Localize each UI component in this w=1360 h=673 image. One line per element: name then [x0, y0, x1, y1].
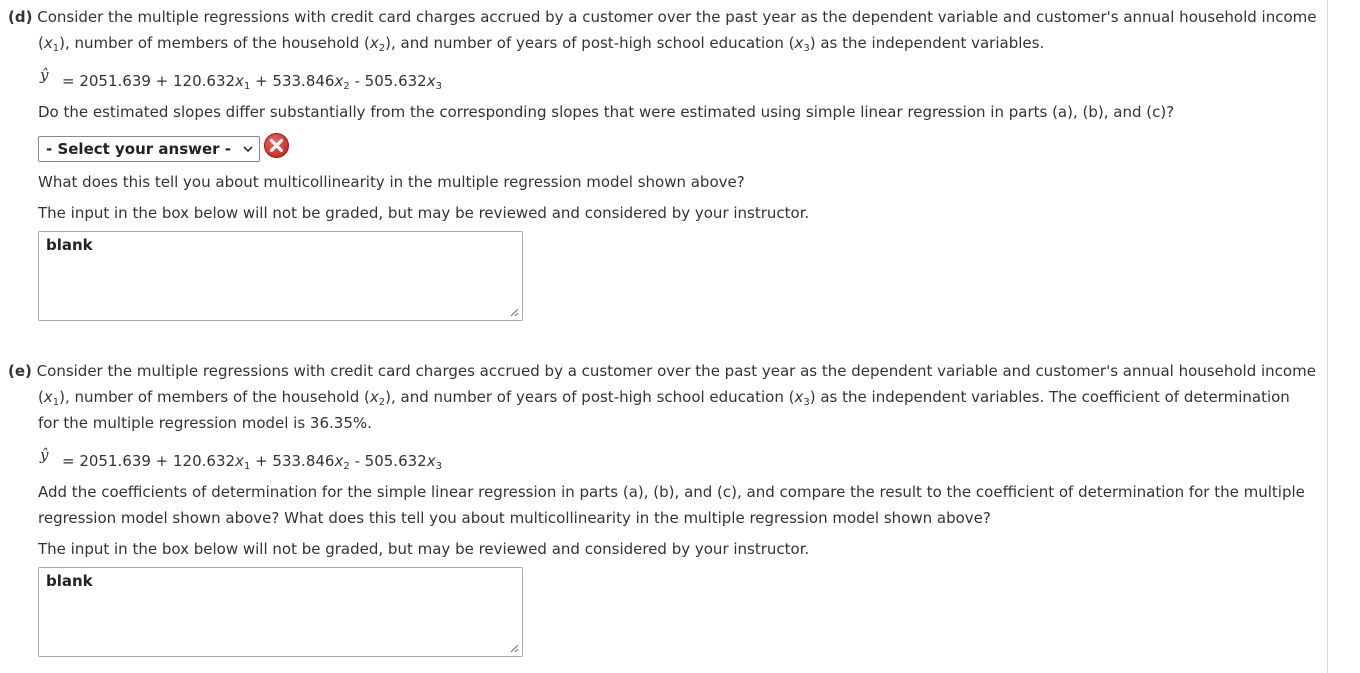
var-x2: x: [369, 34, 379, 52]
part-d-intro-line-1: [8, 4, 1317, 30]
resize-grip-icon[interactable]: [509, 307, 519, 317]
part-e-intro-text: Consider the multiple regressions with credit card charges accrued by a customer over the past year as the dependent variable and customer's annual household income: [36, 362, 1316, 380]
resize-grip-icon[interactable]: [509, 643, 519, 653]
y-hat-symbol: ŷ: [40, 66, 49, 84]
part-d-label: (d): [8, 8, 33, 26]
part-e-question-line-2: regression model shown above? What does this tell you about multicollinearity in the multiple regression model shown above?: [38, 509, 991, 527]
part-d-intro-text: Consider the multiple regressions with credit card charges accrued by a customer over the past year as the dependent variable and customer's annual household income: [37, 8, 1317, 26]
var-x1: x: [43, 34, 53, 52]
chevron-down-icon: [241, 141, 255, 157]
part-e-intro-line-3: for the multiple regression model is 36.35%.: [38, 414, 372, 432]
part-e-intro-line-2: $(x_1)$, number of members of the household $(x_2)$, and number of years of post-high school education $(x_3)$ as the independent variables. The coefficient of determination: [38, 388, 1290, 408]
part-e-ungraded-note: The input in the box below will not be graded, but may be reviewed and considered by your instructor.: [38, 540, 810, 558]
part-d-question-multicollinearity: What does this tell you about multicollinearity in the multiple regression model shown above?: [38, 173, 745, 191]
part-e-label: (e): [8, 362, 32, 380]
part-e-regression-equation: ŷ = $2051.639 + 120.632x_1 + 533.846x_2 - 505.632x_3$: [40, 446, 442, 472]
page-right-border: [1327, 0, 1328, 673]
var-x3: x: [794, 34, 804, 52]
var-x2: x: [369, 388, 379, 406]
part-d-question-slopes: Do the estimated slopes differ substantially from the corresponding slopes that were estimated using simple linear regression in parts (a), (b), and (c)?: [38, 103, 1175, 121]
y-hat-symbol: ŷ: [40, 446, 49, 464]
part-e-response-textarea[interactable]: [38, 567, 523, 657]
part-d-regression-equation: ŷ = $2051.639 + 120.632x_1 + 533.846x_2 - 505.632x_3$: [40, 66, 442, 92]
part-d-ungraded-note: The input in the box below will not be graded, but may be reviewed and considered by your instructor.: [38, 204, 810, 222]
part-e-question-line-1: Add the coefficients of determination for the simple linear regression in parts (a), (b), and (c), and compare the result to the coefficient of determination for the multiple: [38, 483, 1305, 501]
part-d-response-textarea[interactable]: [38, 231, 523, 321]
answer-select-dropdown[interactable]: [38, 136, 260, 162]
part-d-intro-line-2: $(x_1)$, number of members of the household $(x_2)$, and number of years of post-high school education $(x_3)$ as the independent variables.: [38, 34, 1045, 54]
incorrect-x-icon: [263, 132, 290, 159]
part-e-response-text: blank: [46, 572, 93, 590]
part-d-response-text: blank: [46, 236, 93, 254]
answer-select-value: - Select your answer -: [46, 140, 232, 158]
var-x1: x: [43, 388, 53, 406]
part-e-intro-line-1: [8, 358, 1316, 384]
var-x3: x: [794, 388, 804, 406]
